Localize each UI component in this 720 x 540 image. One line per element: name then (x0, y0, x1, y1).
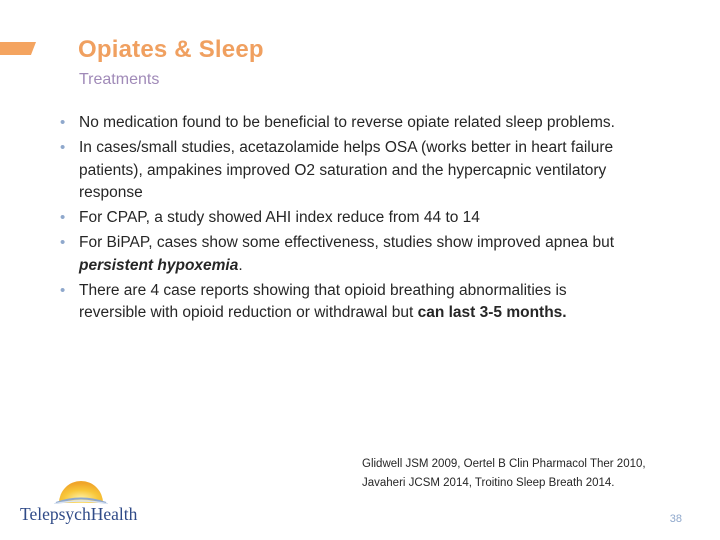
sun-logo-icon (54, 474, 108, 504)
bullet-text: No medication found to be beneficial to reverse opiate related sleep problems. (79, 114, 615, 131)
bullet-item (60, 137, 620, 205)
bullet-dot-icon: • (60, 281, 66, 299)
bullet-list (60, 112, 620, 327)
bullet-text: For CPAP, a study showed AHI index reduce from 44 to 14 (79, 209, 480, 226)
accent-bar (0, 42, 36, 55)
bullet-dot-icon: • (60, 114, 66, 131)
slide-title: Opiates & Sleep (78, 36, 264, 63)
bullet-dot-icon: • (60, 139, 66, 156)
page-number: 38 (669, 513, 682, 525)
bullet-text: There are 4 case reports showing that opioid breathing abnormalities is reversible with opioid reduction or withdrawal but (79, 281, 567, 321)
bullet-dot-icon: • (60, 234, 66, 251)
citation-line-2: Javaheri JCSM 2014, Troitino Sleep Breath 2014. (362, 477, 615, 489)
bullet-dot-icon: • (60, 209, 66, 226)
bullet-item (60, 207, 620, 230)
bullet-emphasis: persistent hypoxemia (79, 256, 239, 274)
telepsych-logo (20, 474, 150, 530)
bullet-text: In cases/small studies, acetazolamide helps OSA (works better in heart failure patients), ampakines improved O2 saturation and the hypercapnic ventilatory response (79, 139, 614, 201)
bullet-text-end: . (238, 256, 243, 274)
citation (362, 455, 646, 493)
logo-text: TelepsychHealth (20, 504, 138, 524)
bullet-item (60, 232, 620, 277)
slide-subtitle: Treatments (79, 71, 160, 88)
bullet-item (60, 280, 620, 325)
bullet-text: For BiPAP, cases show some effectiveness, studies show improved apnea but (79, 234, 615, 251)
bullet-emphasis: can last 3-5 months. (417, 304, 567, 321)
citation-line-1: Glidwell JSM 2009, Oertel B Clin Pharmacol Ther 2010, (362, 458, 646, 470)
bullet-item (60, 112, 620, 135)
